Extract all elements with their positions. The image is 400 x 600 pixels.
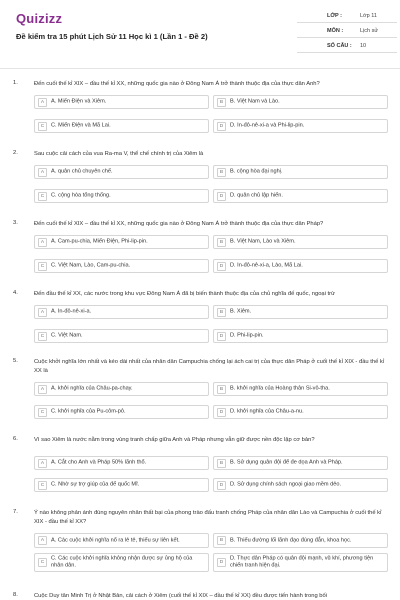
option-b[interactable] xyxy=(213,382,388,396)
option-a[interactable] xyxy=(34,95,209,109)
option-letter: B xyxy=(217,459,226,468)
header xyxy=(0,0,400,64)
option-letter: B xyxy=(217,308,226,317)
question-number: 3. xyxy=(13,220,18,226)
option-text: A. Miến Điện và Xiêm. xyxy=(51,98,107,105)
meta-value: 10 xyxy=(360,43,367,49)
question-number: 7. xyxy=(13,509,18,515)
option-a[interactable] xyxy=(34,165,209,179)
option-b[interactable] xyxy=(213,95,388,109)
option-text: A. In-đô-nê-xi-a. xyxy=(51,308,92,315)
option-text: C. Nhờ sự trợ giúp của đế quốc Mĩ. xyxy=(51,481,140,488)
option-letter: A xyxy=(38,536,47,545)
question-number: 4. xyxy=(13,290,18,296)
option-text: B. khởi nghĩa của Hoàng thân Si-vô-tha. xyxy=(230,385,330,392)
question-number: 1. xyxy=(13,80,18,86)
question-text: Cuộc Duy tân Minh Trị ở Nhật Bản, cải cách ở Xiêm (cuối thế kỉ XIX – đầu thế kỉ XX) đều được tiến hành trong bối xyxy=(34,593,328,599)
option-letter: D xyxy=(217,481,226,490)
header-divider xyxy=(0,68,400,69)
meta-row-class xyxy=(297,8,397,23)
option-c[interactable] xyxy=(34,189,209,203)
option-letter: C xyxy=(38,262,47,271)
option-b[interactable] xyxy=(213,165,388,179)
meta-key: LỚP : xyxy=(327,13,342,19)
option-letter: A xyxy=(38,98,47,107)
option-letter: D xyxy=(217,558,226,567)
option-text: A. Cắt cho Anh và Pháp 50% lãnh thổ. xyxy=(51,459,147,466)
question-number: 2. xyxy=(13,150,18,156)
option-d[interactable] xyxy=(213,189,388,203)
option-letter: B xyxy=(217,98,226,107)
option-letter: B xyxy=(217,168,226,177)
quizizz-logo: Quizizz xyxy=(16,11,63,26)
option-letter: D xyxy=(217,332,226,341)
option-text: C. khởi nghĩa của Pu-côm-pô. xyxy=(51,408,126,415)
question-text: Đến đầu thế kỉ XX, các nước trong khu vực Đông Nam Á đã bị biến thành thuộc địa của chủ nghĩa đế quốc, ngoại trừ xyxy=(34,291,335,297)
option-c[interactable] xyxy=(34,259,209,273)
meta-value: Lớp 11 xyxy=(360,13,377,19)
option-text: B. cộng hòa đại nghị. xyxy=(230,168,283,175)
option-d[interactable] xyxy=(213,329,388,343)
option-d[interactable] xyxy=(213,478,388,492)
option-letter: A xyxy=(38,168,47,177)
option-text: A. quân chủ chuyên chế. xyxy=(51,168,113,175)
option-c[interactable] xyxy=(34,405,209,419)
option-text: B. Việt Nam, Lào và Xiêm. xyxy=(230,238,296,245)
option-b[interactable] xyxy=(213,456,388,470)
option-letter: C xyxy=(38,408,47,417)
option-letter: D xyxy=(217,122,226,131)
option-d[interactable] xyxy=(213,119,388,133)
option-letter: D xyxy=(217,408,226,417)
option-text: B. Việt Nam và Lào. xyxy=(230,98,280,105)
meta-key: SỐ CÂU : xyxy=(327,43,352,49)
option-a[interactable] xyxy=(34,533,209,548)
option-letter: C xyxy=(38,192,47,201)
option-text: A. Cam-pu-chia, Miến Điện, Phi-lip-pin. xyxy=(51,238,148,245)
meta-row-subject xyxy=(297,23,397,38)
option-text: D. In-đô-nê-xi-a, Lào, Mã Lai. xyxy=(230,262,303,269)
question-text: Đến cuối thế kỉ XIX – đầu thế kỉ XX, những quốc gia nào ở Đông Nam Á trở thành thuộc địa của thực dân Anh? xyxy=(34,81,320,87)
option-text: D. Phi-lip-pin. xyxy=(230,332,264,339)
option-text: A. Các cuộc khởi nghĩa nổ ra lẻ tẻ, thiếu sự liên kết. xyxy=(51,536,180,543)
option-b[interactable] xyxy=(213,533,388,548)
question-text: Sau cuộc cải cách của vua Ra-ma V, thể chế chính trị của Xiêm là xyxy=(34,151,204,157)
option-text: D. Thực dân Pháp có quân đội mạnh, vũ khí, phương tiện chiến tranh hiện đại. xyxy=(230,555,374,569)
question-text: Vì sao Xiêm là nước nằm trong vùng tranh chấp giữa Anh và Pháp nhưng vẫn giữ được nền độc lập cơ bản? xyxy=(34,437,315,443)
option-text: B. Sử dụng quân đội để đe dọa Anh và Pháp. xyxy=(230,459,343,466)
option-b[interactable] xyxy=(213,305,388,319)
option-c[interactable] xyxy=(34,119,209,133)
option-text: C. Miến Điện và Mã Lai. xyxy=(51,122,111,129)
question-text: Đến cuối thế kỉ XIX – đầu thế kỉ XX, những quốc gia nào ở Đông Nam Á trở thành thuộc địa của thực dân Pháp? xyxy=(34,221,324,227)
option-a[interactable] xyxy=(34,305,209,319)
option-letter: C xyxy=(38,481,47,490)
option-letter: B xyxy=(217,238,226,247)
question-number: 6. xyxy=(13,436,18,442)
question-number: 5. xyxy=(13,358,18,364)
option-d[interactable] xyxy=(213,553,388,572)
option-letter: B xyxy=(217,536,226,545)
option-a[interactable] xyxy=(34,456,209,470)
option-text: D. Sử dụng chính sách ngoại giao mềm dẻo. xyxy=(230,481,342,488)
option-letter: A xyxy=(38,385,47,394)
option-c[interactable] xyxy=(34,329,209,343)
option-d[interactable] xyxy=(213,405,388,419)
option-text: B. Xiêm. xyxy=(230,308,252,315)
option-text: D. In-đô-nê-xi-a và Phi-lip-pin. xyxy=(230,122,305,129)
meta-key: MÔN : xyxy=(327,28,344,34)
option-letter: A xyxy=(38,308,47,317)
option-a[interactable] xyxy=(34,235,209,249)
option-text: C. Các cuộc khởi nghĩa không nhận được sự ủng hộ của nhân dân. xyxy=(51,555,193,569)
option-letter: D xyxy=(217,262,226,271)
option-d[interactable] xyxy=(213,259,388,273)
meta-value: Lịch sử xyxy=(360,28,379,34)
option-b[interactable] xyxy=(213,235,388,249)
question-text: Cuộc khởi nghĩa lớn nhất và kéo dài nhất của nhân dân Campuchia chống lại ách cai trị của thực dân Pháp ở cuối thế kỉ XIX - đầu thế kỉ XX là xyxy=(34,359,385,374)
option-letter: A xyxy=(38,238,47,247)
option-text: C. Việt Nam, Lào, Cam-pu-chia. xyxy=(51,262,131,269)
option-text: A. khởi nghĩa của Châu-pa-chay. xyxy=(51,385,133,392)
option-text: C. cộng hòa tổng thống. xyxy=(51,192,111,199)
option-text: D. khởi nghĩa của Châu-a-nu. xyxy=(230,408,304,415)
meta-row-count xyxy=(297,38,397,53)
option-a[interactable] xyxy=(34,382,209,396)
option-c[interactable] xyxy=(34,478,209,492)
option-letter: C xyxy=(38,122,47,131)
option-letter: A xyxy=(38,459,47,468)
meta-panel xyxy=(297,8,397,53)
option-text: B. Thiếu đường lối lãnh đạo đúng đắn, khoa học. xyxy=(230,536,352,543)
option-letter: D xyxy=(217,192,226,201)
option-text: D. quân chủ lập hiến. xyxy=(230,192,283,199)
option-letter: C xyxy=(38,558,47,567)
option-text: C. Việt Nam. xyxy=(51,332,83,339)
question-number: 8. xyxy=(13,592,18,598)
page-title: Đề kiểm tra 15 phút Lịch Sử 11 Học kì 1 (Lần 1 - Đề 2) xyxy=(16,32,208,41)
option-c[interactable] xyxy=(34,553,209,572)
question-text: Ý nào không phản ánh đúng nguyên nhân thất bại của phong trào đấu tranh chống Pháp của nhân dân Lào và Campuchia ở cuối thế kỉ XIX - đầu thế kỉ XX? xyxy=(34,510,382,525)
option-letter: C xyxy=(38,332,47,341)
option-letter: B xyxy=(217,385,226,394)
